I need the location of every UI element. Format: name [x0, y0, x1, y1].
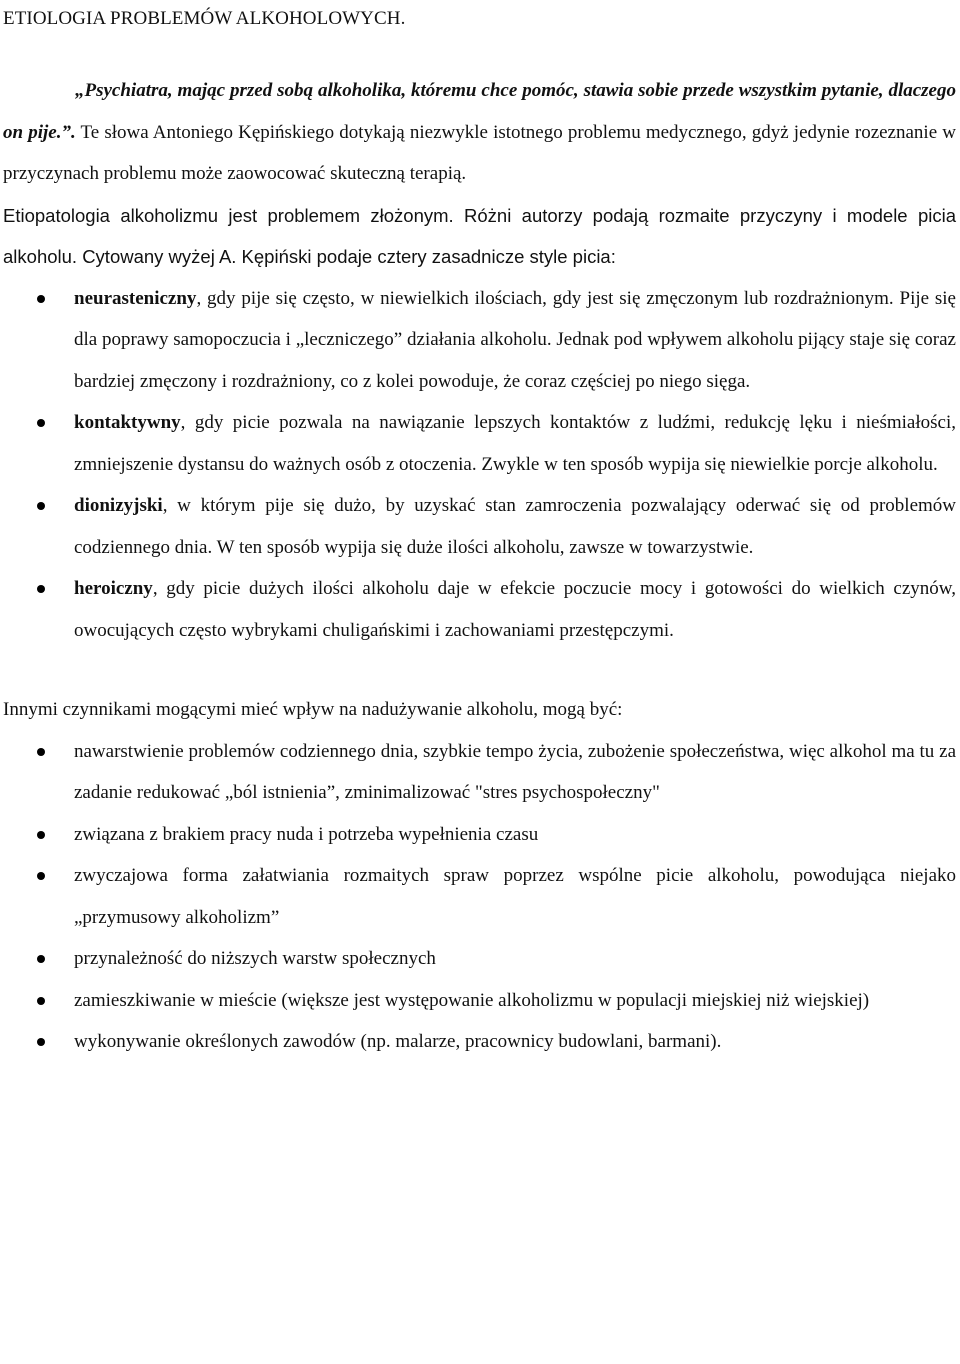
etiopathology-paragraph: Etiopatologia alkoholizmu jest problemem złożonym. Różni autorzy podają rozmaite przyczyny i modele picia alkoholu. Cytowany wyżej A. Kępiński podaje cztery zasadnicze style picia:	[3, 204, 956, 267]
list-item-factor	[3, 731, 956, 814]
list-item-factor	[3, 855, 956, 938]
style-description: , w którym pije się dużo, by uzyskać stan zamroczenia pozwalający oderwać się od problemów codziennego dnia. W ten sposób wypija się duże ilości alkoholu, zawsze w towarzystwie.	[74, 495, 956, 558]
bullet-icon	[37, 748, 45, 756]
list-item-style-heroic	[3, 568, 956, 651]
list-item-style-neurasthenic	[3, 278, 956, 403]
factor-text: związana z brakiem pracy nuda i potrzeba wypełnienia czasu	[74, 823, 539, 845]
bullet-icon	[37, 831, 45, 839]
style-term: neurasteniczny	[74, 287, 197, 309]
bullet-icon	[37, 872, 45, 880]
style-description: , gdy picie pozwala na nawiązanie lepszych kontaktów z ludźmi, redukcję lęku i nieśmiałości, zmniejszenie dystansu do ważnych osób z otoczenia. Zwykle w ten sposób wypija się niewielkie porcje alkoholu.	[74, 412, 956, 475]
list-item-style-dionysian	[3, 485, 956, 568]
list-item-factor	[3, 938, 956, 980]
document-title: ETIOLOGIA PROBLEMÓW ALKOHOLOWYCH.	[3, 8, 406, 29]
factor-text: zamieszkiwanie w mieście (większe jest występowanie alkoholizmu w populacji miejskiej niż wiejskiej)	[74, 989, 870, 1011]
section-gap	[3, 651, 956, 689]
bullet-icon	[37, 1038, 45, 1046]
style-description: , gdy picie dużych ilości alkoholu daje w efekcie poczucie mocy i gotowości do wielkich czynów, owocujących często wybrykami chuligańskimi i zachowaniami przestępczymi.	[74, 578, 956, 641]
factor-text: wykonywanie określonych zawodów (np. malarze, pracownicy budowlani, barmani).	[74, 1031, 722, 1052]
bullet-icon	[37, 585, 45, 593]
style-term: kontaktywny	[74, 412, 181, 433]
intro-paragraph	[3, 70, 956, 195]
kepinski-quote: „Psychiatra, mając przed sobą alkoholika, któremu chce pomóc, stawia sobie przede wszystkim pytanie, dlaczego on pije.”.	[3, 80, 956, 143]
factor-text: przynależność do niższych warstw społecznych	[74, 948, 436, 969]
bullet-icon	[37, 955, 45, 963]
list-item-factor	[3, 1021, 956, 1063]
bullet-icon	[37, 502, 45, 510]
factors-list	[3, 731, 956, 1063]
factors-intro: Innymi czynnikami mogącymi mieć wpływ na nadużywanie alkoholu, mogą być:	[3, 699, 623, 720]
style-description: , gdy pije się często, w niewielkich ilościach, gdy jest się zmęczonym lub rozdrażnionym. Pije się dla poprawy samopoczucia i „leczniczego” działania alkoholu. Jednak pod wpływem alkoholu pijący staje się coraz bardziej zmęczony i rozdrażniony, co z kolei powoduje, że coraz częściej po niego sięga.	[74, 287, 956, 392]
drinking-styles-list	[3, 278, 956, 652]
style-term: heroiczny	[74, 578, 153, 599]
list-item-style-contact	[3, 402, 956, 485]
style-term: dionizyjski	[74, 495, 163, 516]
bullet-icon	[37, 295, 45, 303]
factor-text: zwyczajowa forma załatwiania rozmaitych spraw poprzez wspólne picie alkoholu, powodująca niejako „przymusowy alkoholizm”	[74, 865, 956, 928]
bullet-icon	[37, 997, 45, 1005]
intro-text: Te słowa Antoniego Kępińskiego dotykają niezwykle istotnego problemu medycznego, gdyż jedynie rozeznanie w przyczynach problemu może zaowocować skuteczną terapią.	[3, 121, 956, 184]
list-item-factor	[3, 814, 956, 856]
factor-text: nawarstwienie problemów codziennego dnia, szybkie tempo życia, zubożenie społeczeństwa, więc alkohol ma tu za zadanie redukować „ból istnienia”, zminimalizować "stres psychospołeczny"	[74, 740, 956, 803]
bullet-icon	[37, 419, 45, 427]
list-item-factor	[3, 980, 956, 1022]
